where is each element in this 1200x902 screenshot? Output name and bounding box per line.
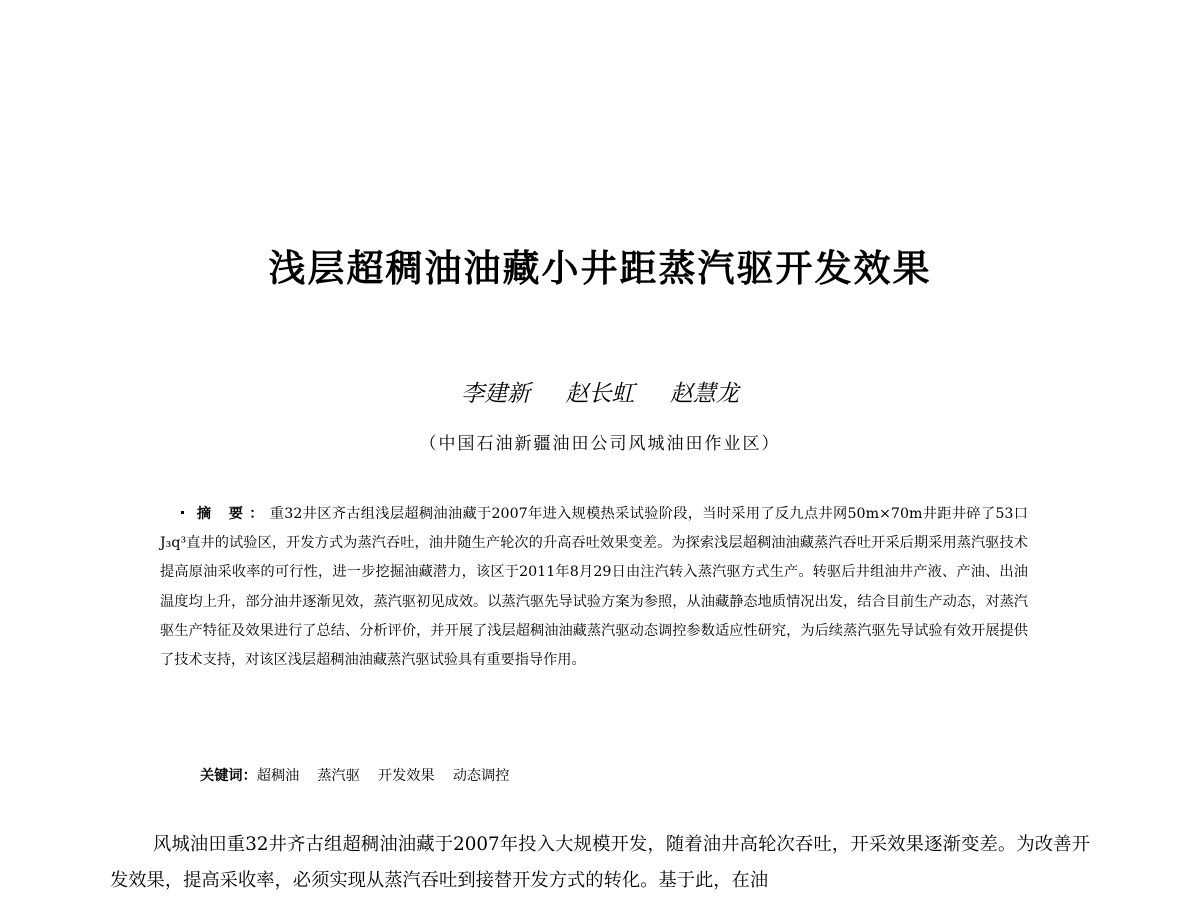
keywords-label: 关键词：: [200, 768, 257, 784]
author-name: 赵慧龙: [669, 381, 739, 407]
keyword: 开发效果: [377, 768, 435, 784]
affiliation: （中国石油新疆油田公司风城油田作业区）: [419, 434, 781, 454]
keywords: [200, 764, 527, 788]
body-paragraph: 风城油田重32井齐古组超稠油油藏于2007年投入大规模开发，随着油井高轮次吞吐，开采效果逐渐变差。为改善开发效果，提高采收率，必须实现从蒸汽吞吐到接替开发方式的转化。基于此，在油: [110, 834, 1090, 891]
author-name: 李建新: [461, 381, 531, 407]
keyword: 超稠油: [256, 768, 300, 784]
author-name: 赵长虹: [565, 381, 635, 407]
author-list: [0, 378, 1200, 410]
abstract-text: 重32井区齐古组浅层超稠油油藏于2007年进入规模热采试验阶段，当时采用了反九点井网50m×70m井距井碎了53口J₃q³直井的试验区，开发方式为蒸汽吞吐，油井随生产轮次的升高吞吐效果变差。为探索浅层超稠油油藏蒸汽吞吐开采后期采用蒸汽驱技术提高原油采收率的可行性，进一步挖掘油藏潜力，该区于2011年8月29日由注汽转入蒸汽驱方式生产。转驱后井组油井产液、产油、出油温度均上升，部分油井逐渐见效，蒸汽驱初见成效。以蒸汽驱先导试验方案为参照，从油藏静态地质情况出发，结合目前生产动态，对蒸汽驱生产特征及效果进行了总结、分析评价，并开展了浅层超稠油油藏蒸汽驱动态调控参数适应性研究，为后续蒸汽驱先导试验有效开展提供了技术支持，对该区浅层超稠油油藏蒸汽驱试验具有重要指导作用。: [160, 506, 1028, 669]
abstract-label: 摘 要：: [196, 506, 270, 522]
keyword: 蒸汽驱: [317, 768, 360, 784]
keyword: 动态调控: [452, 768, 510, 784]
paper-title: 浅层超稠油油藏小井距蒸汽驱开发效果: [268, 247, 932, 290]
abstract: [160, 500, 1028, 675]
